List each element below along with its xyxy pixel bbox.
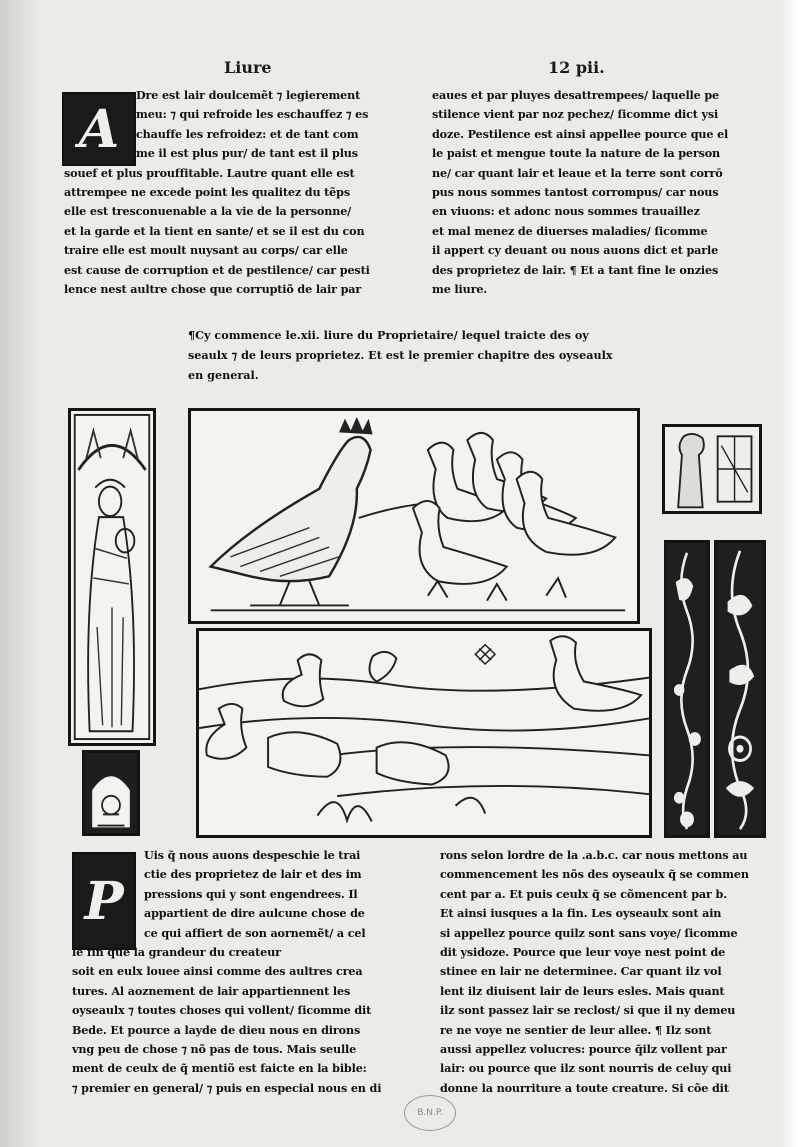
floral-border-illustration xyxy=(717,543,763,835)
text-line: soit en eulx louee ainsi comme des aultres crea xyxy=(72,964,363,979)
column-top-left xyxy=(64,86,410,299)
text-line: des proprietez de lair. ¶ Et a tant fine le onzies xyxy=(432,262,719,277)
woodcut-small-left-bottom xyxy=(82,750,140,836)
text-line: cent par a. Et puis ceulx q̃ se cõmencent par b. xyxy=(440,886,727,901)
text-line: lair: ou pource que ilz sont nourris de celuy qui xyxy=(440,1061,732,1076)
column-bottom-right xyxy=(440,846,780,1098)
text-line: appartient de dire aulcune chose de xyxy=(144,906,365,921)
text-line: stinee en lair ne determinee. Car quant ilz vol xyxy=(440,964,722,979)
text-line: elle est tresconuenable a la vie de la personne/ xyxy=(64,204,352,219)
virgin-and-child-illustration xyxy=(71,411,153,743)
text-line: stilence vient par noz pechez/ ſicomme dict ysi xyxy=(432,107,719,122)
woodcut-birds-by-water xyxy=(196,628,652,838)
text-line: eaues et par pluyes desattrempees/ laquelle pe xyxy=(432,88,720,102)
text-line: le fin que la grandeur du createur xyxy=(72,944,281,959)
text-line: traire elle est moult nuysant au corps/ car elle xyxy=(64,243,348,258)
bird-border-illustration xyxy=(667,543,707,835)
text-line: me il est plus pur/ de tant est il plus xyxy=(136,146,358,161)
text-line: Bede. Et pource a layde de dieu nous en dirons xyxy=(72,1022,361,1037)
page-edge xyxy=(780,0,800,1147)
chapter-heading xyxy=(188,325,688,385)
heading-line: ¶Cy commence le.xii. liure du Proprietaire/ lequel traicte des oy xyxy=(188,328,589,342)
woodcut-figure-window xyxy=(662,424,762,514)
woodcut-border-bird-left xyxy=(664,540,710,838)
running-header xyxy=(0,58,800,82)
header-book-title: Liure xyxy=(224,58,272,77)
library-stamp xyxy=(404,1095,456,1131)
text-line: le paist et mengue toute la nature de la person xyxy=(432,146,721,161)
header-folio: 12 pii. xyxy=(548,58,605,77)
initial-letter-a-glyph: A xyxy=(78,98,120,160)
text-line: dit ysidoze. Pource que leur voye nest point de xyxy=(440,944,726,959)
crowned-bird-illustration xyxy=(191,411,637,621)
text-line: Et ainsi iusques a la fin. Les oyseaulx sont ain xyxy=(440,906,722,921)
text-line: souef et plus prouffitable. Lautre quant elle est xyxy=(64,165,355,180)
text-line: ne/ car quant lair et leaue et la terre sont corrō xyxy=(432,165,723,180)
woodcut-crowned-bird-and-flock xyxy=(188,408,640,624)
text-line: pus nous sommes tantost corrompus/ car nous xyxy=(432,184,719,199)
text-line: ⁊ premier en general/ ⁊ puis en especial nous en di xyxy=(72,1080,382,1095)
text-line: ilz sont passez lair se reclost/ si que il ny demeu xyxy=(440,1003,736,1018)
text-line: re ne voye ne sentier de leur allee. ¶ Ilz sont xyxy=(440,1022,712,1037)
text-line: lent ilz diuisent lair de leurs esles. Mais quant xyxy=(440,983,725,998)
small-ornament-illustration xyxy=(85,753,137,833)
column-top-right xyxy=(432,86,772,299)
text-line: il appert cy deuant ou nous auons dict et parle xyxy=(432,243,719,258)
library-stamp-text: B.N.P. xyxy=(417,1108,443,1118)
text-line: si appellez pource quilz sont sans voye/ ſicomme xyxy=(440,925,738,940)
initial-letter-p-glyph: P xyxy=(84,870,124,932)
text-line: ment de ceulx de q̃ mentiõ est faicte en la bible: xyxy=(72,1061,367,1076)
heading-line: seaulx ⁊ de leurs proprietez. Et est le premier chapitre des oyseaulx xyxy=(188,348,613,362)
text-line: pressions qui y sont engendrees. Il xyxy=(144,886,358,901)
text-line: chauffe les refroidez: et de tant com xyxy=(136,126,359,141)
woodcut-border-floral-right xyxy=(714,540,766,838)
woodcut-virgin-and-child xyxy=(68,408,156,746)
text-line: commencement les nõs des oyseaulx q̃ se commen xyxy=(440,867,749,882)
text-line: me liure. xyxy=(432,281,488,296)
text-line: doze. Pestilence est ainsi appellee pource que el xyxy=(432,126,729,141)
text-line: ctie des proprietez de lair et des im xyxy=(144,867,362,882)
gutter-shadow xyxy=(0,0,40,1147)
text-line: tures. Al aoznement de lair appartiennent les xyxy=(72,983,351,998)
text-line: attrempee ne excede point les qualitez du tẽps xyxy=(64,184,350,199)
text-line: rons selon lordre de la .a.b.c. car nous mettons au xyxy=(440,848,748,862)
text-line: et la garde et la tient en sante/ et se il est du con xyxy=(64,223,365,238)
text-line: en viuons: et adonc nous sommes trauaillez xyxy=(432,204,700,219)
text-line: Uis q̃ nous auons despeschie le trai xyxy=(144,848,361,862)
text-line: ce qui affiert de son aornemẽt/ a cel xyxy=(144,925,366,940)
text-line: est cause de corruption et de pestilence/ car pesti xyxy=(64,262,370,277)
column-bottom-left xyxy=(72,846,418,1098)
text-line: lence nest aultre chose que corruptiõ de lair par xyxy=(64,281,362,296)
text-line: oyseaulx ⁊ toutes choses qui vollent/ ſicomme dit xyxy=(72,1003,372,1018)
text-line: donne la nourriture a toute creature. Si cõe dit xyxy=(440,1080,729,1095)
figure-window-illustration xyxy=(665,427,759,511)
heading-line: en general. xyxy=(188,368,259,382)
birds-by-water-illustration xyxy=(199,631,649,835)
text-line: meu: ⁊ qui refroide les eschauffez ⁊ es xyxy=(136,107,369,122)
text-line: et mal menez de diuerses maladies/ ſicomme xyxy=(432,223,708,238)
text-line: aussi appellez volucres: pource q̃ilz vollent par xyxy=(440,1041,727,1056)
text-line: Dre est lair doulcemẽt ⁊ legierement xyxy=(136,88,361,102)
text-line: vng peu de chose ⁊ nõ pas de tous. Mais seulle xyxy=(72,1041,357,1056)
